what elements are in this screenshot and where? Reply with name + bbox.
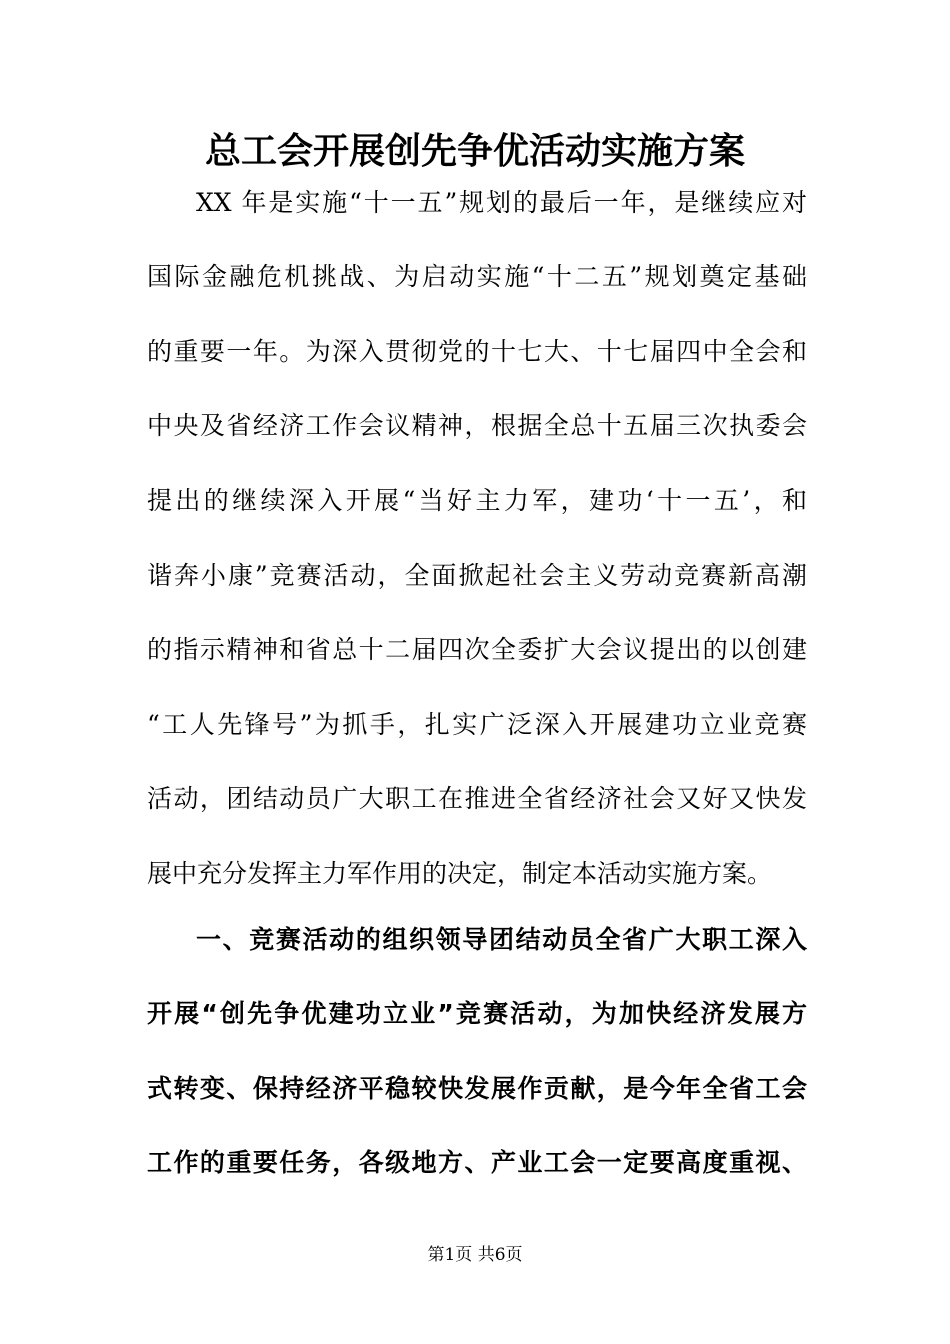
paragraph-1-line-1: XX 年是实施“十一五”规划的最后一年，是继续应对 bbox=[196, 188, 807, 217]
document-title: 总工会开展创先争优活动实施方案 bbox=[204, 131, 745, 172]
paragraph-1-line-9: 活动，团结动员广大职工在推进全省经济社会又好又快发 bbox=[147, 784, 807, 813]
paragraph-2-line-3: 式转变、保持经济平稳较快发展作贡献，是今年全省工会 bbox=[147, 1074, 807, 1103]
paragraph-1-line-10: 展中充分发挥主力军作用的决定，制定本活动实施方案。 bbox=[147, 859, 773, 888]
paragraph-1-line-3: 的重要一年。为深入贯彻党的十七大、十七届四中全会和 bbox=[147, 337, 807, 366]
page-number-footer: 第1页 共6页 bbox=[427, 1245, 523, 1265]
paragraph-1-line-5: 提出的继续深入开展“当好主力军，建功‘十一五’，和 bbox=[147, 486, 807, 515]
paragraph-1-line-8: “工人先锋号”为抓手，扎实广泛深入开展建功立业竞赛 bbox=[147, 710, 807, 739]
paragraph-2-line-1: 一、竞赛活动的组织领导团结动员全省广大职工深入 bbox=[196, 925, 807, 954]
paragraph-2-line-4: 工作的重要任务，各级地方、产业工会一定要高度重视、 bbox=[147, 1148, 807, 1177]
paragraph-1-line-4: 中央及省经济工作会议精神，根据全总十五届三次执委会 bbox=[147, 411, 807, 440]
paragraph-2-line-2: 开展“创先争优建功立业”竞赛活动，为加快经济发展方 bbox=[147, 999, 807, 1028]
paragraph-1-line-2: 国际金融危机挑战、为启动实施“十二五”规划奠定基础 bbox=[147, 262, 807, 291]
paragraph-1-line-7: 的指示精神和省总十二届四次全委扩大会议提出的以创建 bbox=[147, 635, 807, 664]
paragraph-1-line-6: 谐奔小康”竞赛活动，全面掀起社会主义劳动竞赛新高潮 bbox=[147, 561, 807, 590]
